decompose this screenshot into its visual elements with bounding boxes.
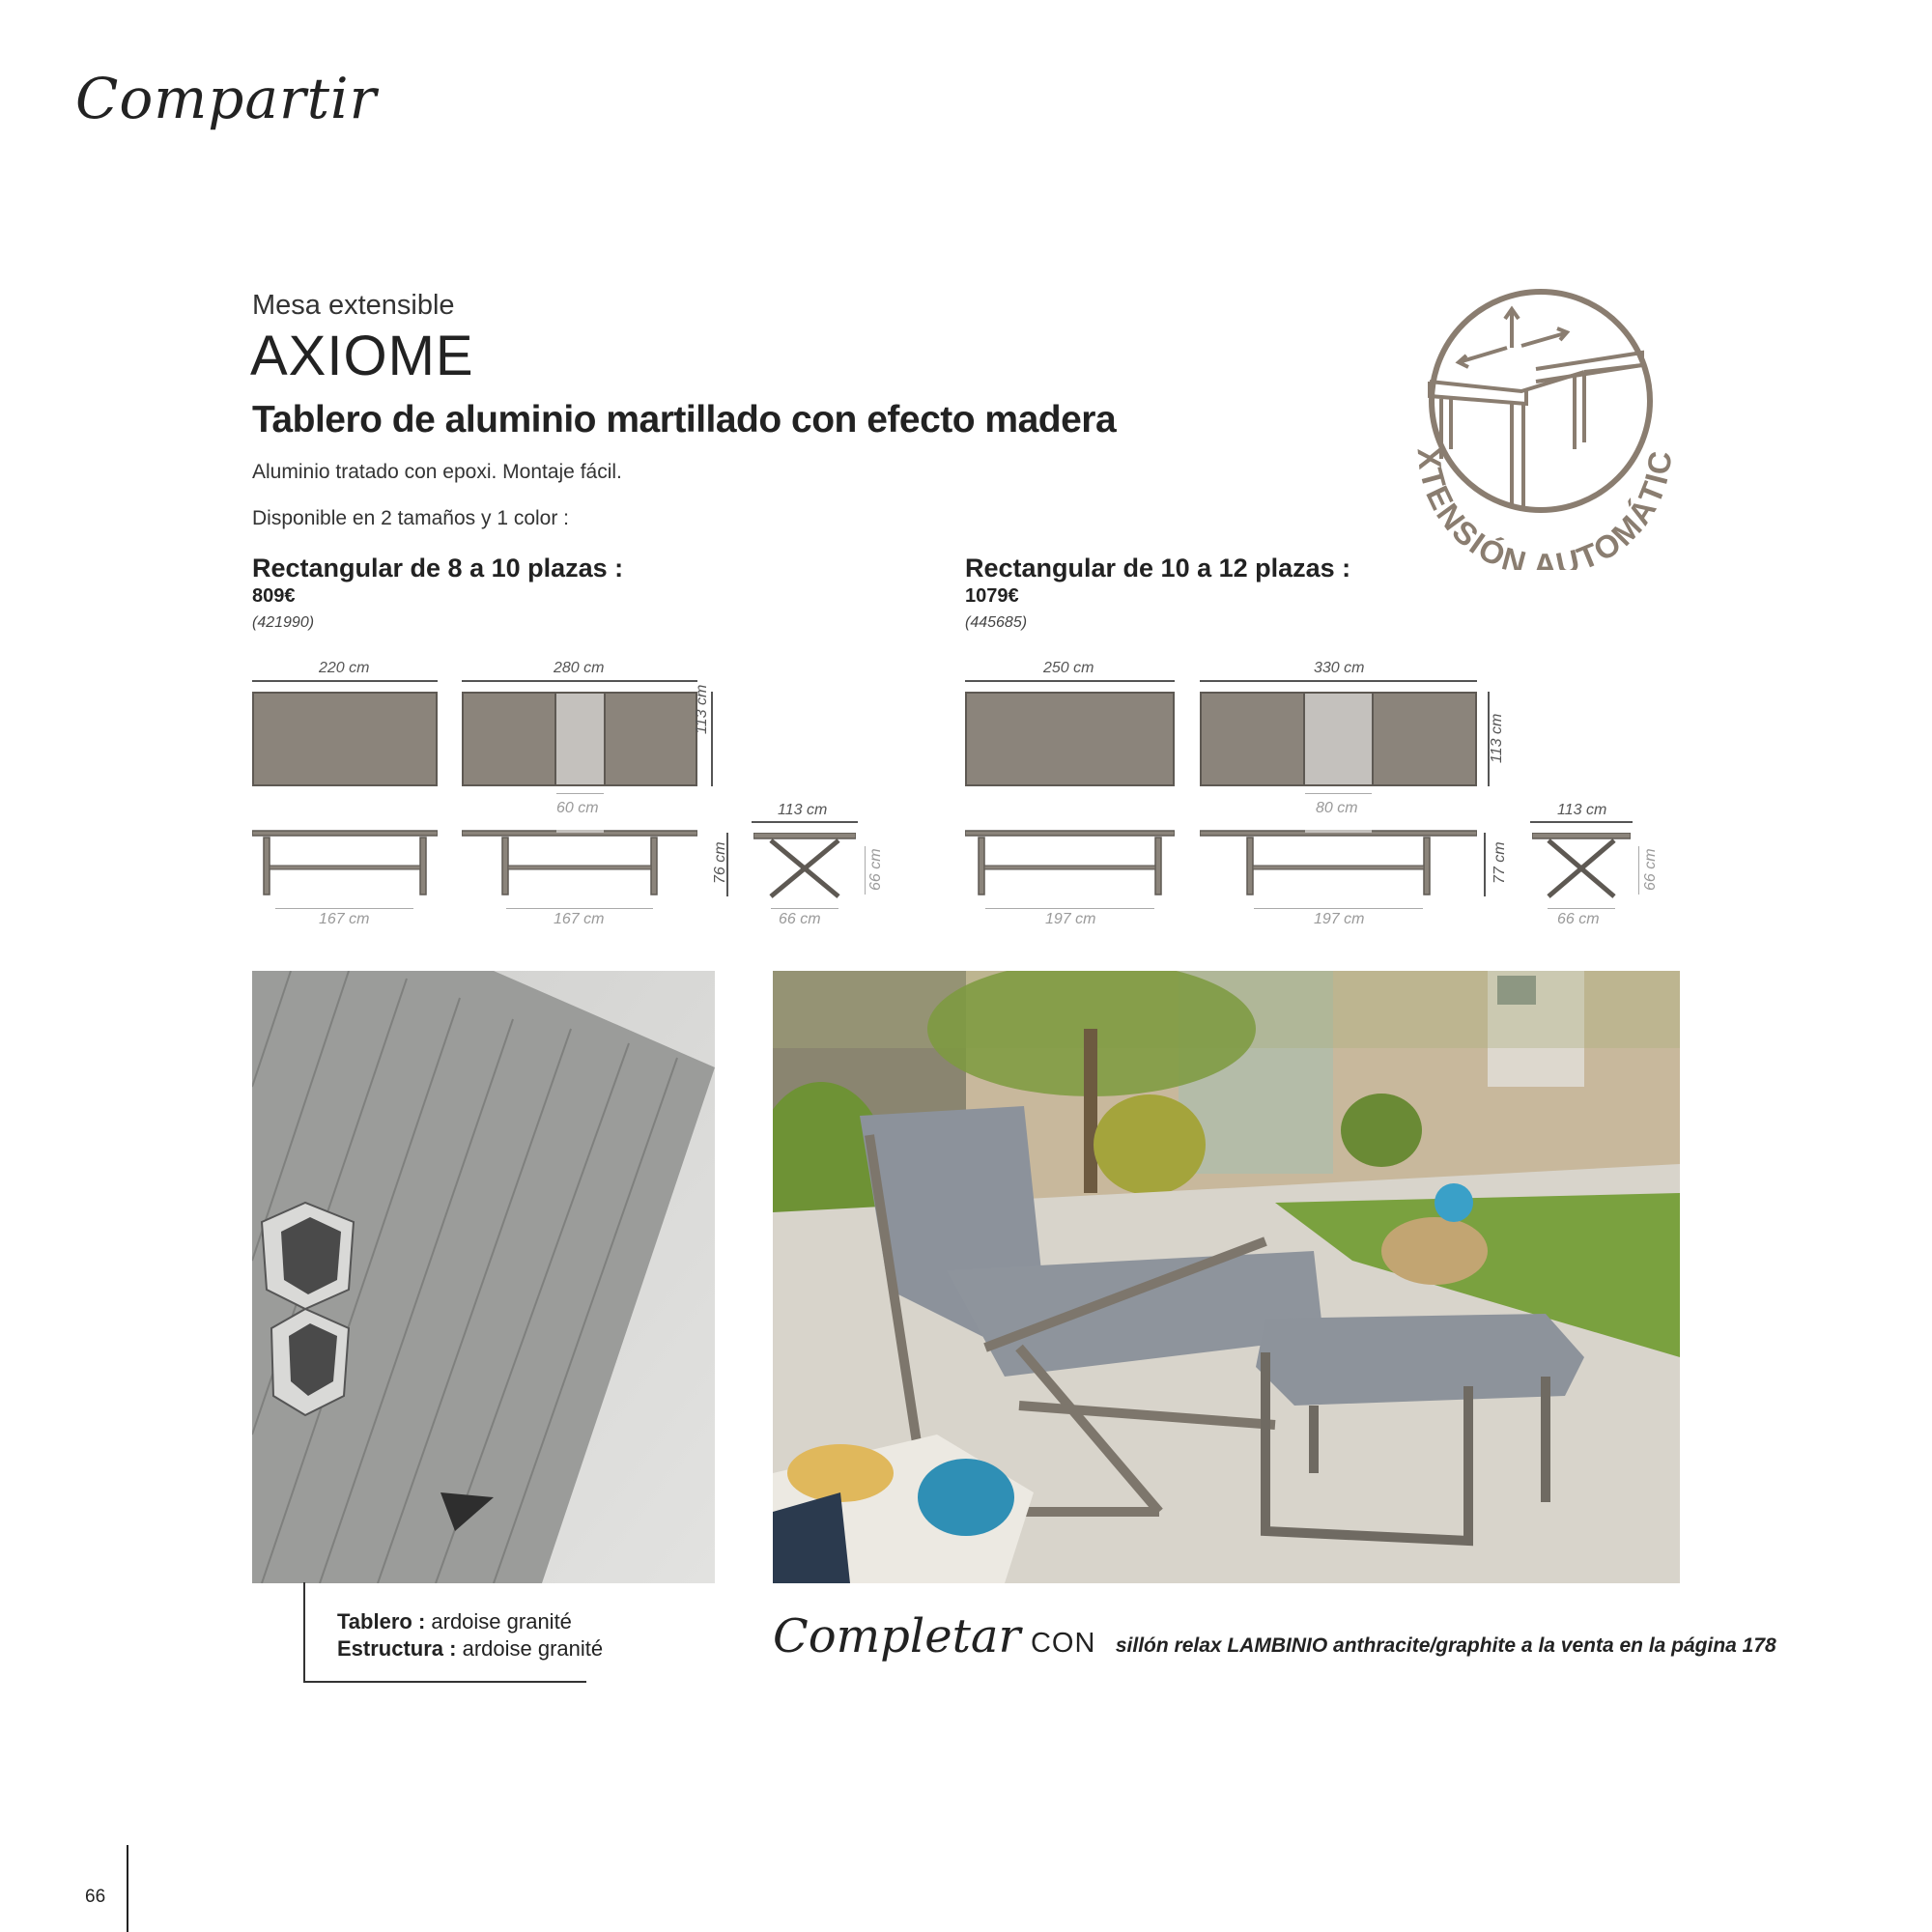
variant-1-title: Rectangular de 8 a 10 plazas :	[252, 554, 624, 582]
variant-1-ref: (421990)	[252, 614, 315, 631]
dim-open-length: 280 cm	[554, 660, 605, 676]
dim-height: 77 cm	[1492, 841, 1508, 884]
end-view	[1532, 833, 1631, 900]
dim-closed-length: 220 cm	[319, 660, 370, 676]
side-view-closed	[252, 829, 438, 896]
caption-rule	[303, 1582, 305, 1682]
table-top-photo	[252, 971, 715, 1583]
extension-badge	[1391, 280, 1681, 570]
complete-con: CON	[1030, 1628, 1096, 1659]
dim-leg-span-closed: 197 cm	[1045, 911, 1096, 927]
badge-text: XTENSIÓN AUTOMÁTIC	[1410, 446, 1679, 570]
dim-leg-span-open: 197 cm	[1314, 911, 1365, 927]
side-view-closed	[965, 829, 1175, 896]
dim-leg-span-closed: 167 cm	[319, 911, 370, 927]
complete-script: Completar	[773, 1609, 1021, 1663]
variant-1-price: 809€	[252, 585, 296, 607]
dim-open-length: 330 cm	[1314, 660, 1365, 676]
dim-end-leg-span: 66 cm	[1557, 911, 1600, 927]
page-number-rule	[127, 1845, 128, 1932]
product-headline: Tablero de aluminio martillado con efecto madera	[252, 399, 1117, 440]
finish-top-label: Tablero :	[337, 1609, 426, 1634]
variant-2-ref: (445685)	[965, 614, 1028, 631]
product-category: Mesa extensible	[252, 290, 455, 321]
product-name: AXIOME	[250, 325, 474, 387]
dim-end-width: 113 cm	[1557, 802, 1607, 818]
complete-with	[773, 1609, 1776, 1663]
dim-end-height: 66 cm	[867, 848, 884, 891]
side-view-open	[1200, 829, 1477, 896]
dim-leg-span-open: 167 cm	[554, 911, 605, 927]
complete-text[interactable]: sillón relax LAMBINIO anthracite/graphite a la venta en la página 178	[1115, 1634, 1776, 1657]
dim-width: 113 cm	[694, 684, 710, 734]
dim-end-height: 66 cm	[1642, 848, 1659, 891]
share-label[interactable]: Compartir	[75, 66, 378, 131]
dim-width: 113 cm	[1489, 713, 1505, 763]
side-view-open	[462, 829, 697, 896]
finish-frame-label: Estructura :	[337, 1636, 457, 1661]
product-description: Aluminio tratado con epoxi. Montaje fácil.	[252, 461, 622, 483]
table-top-closed	[252, 692, 438, 786]
extension-table-icon	[1391, 280, 1681, 570]
caption-rule-bottom	[303, 1681, 586, 1683]
finish-caption	[337, 1608, 603, 1662]
finish-top-value: ardoise granité	[425, 1609, 572, 1634]
variant-2-title: Rectangular de 10 a 12 plazas :	[965, 554, 1351, 582]
dim-extension: 60 cm	[556, 800, 599, 816]
page-number: 66	[85, 1887, 106, 1907]
variant-2-price: 1079€	[965, 585, 1019, 607]
dim-end-width: 113 cm	[778, 802, 828, 818]
dim-extension: 80 cm	[1316, 800, 1358, 816]
lounge-chair-photo	[773, 971, 1680, 1583]
end-view	[753, 833, 856, 900]
table-top-closed	[965, 692, 1175, 786]
dim-height: 76 cm	[712, 841, 728, 884]
finish-frame-value: ardoise granité	[456, 1636, 604, 1661]
dim-closed-length: 250 cm	[1043, 660, 1094, 676]
product-availability: Disponible en 2 tamaños y 1 color :	[252, 507, 570, 529]
dim-end-leg-span: 66 cm	[779, 911, 821, 927]
